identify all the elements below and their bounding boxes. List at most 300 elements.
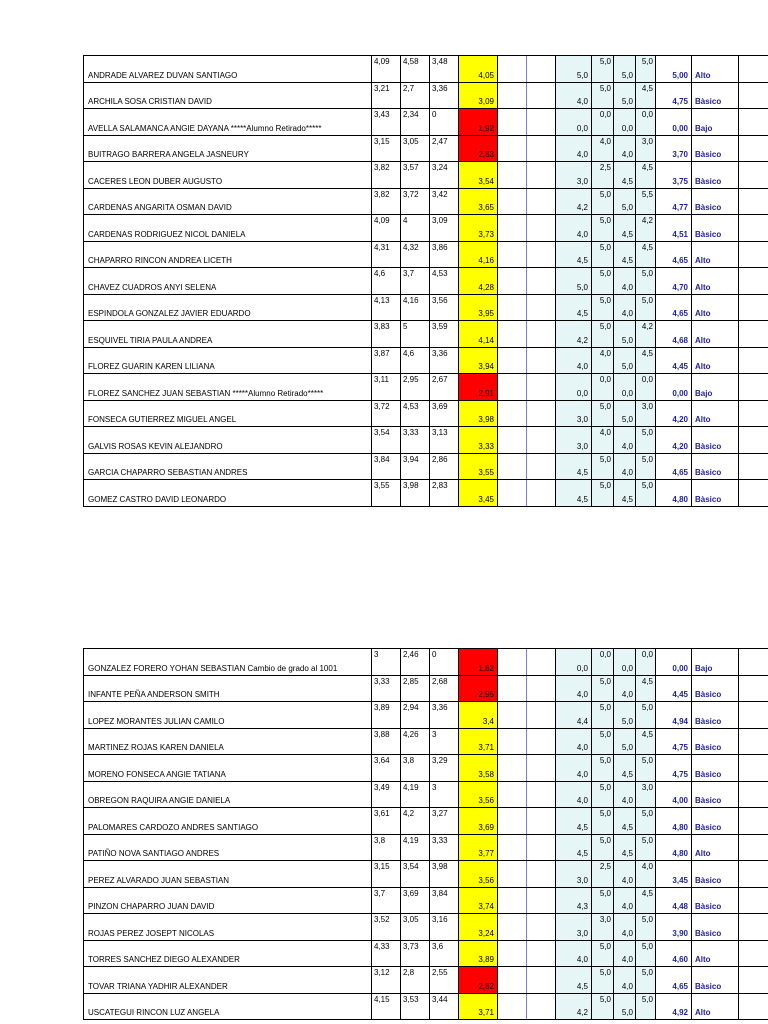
avg-text: 3,4: [482, 716, 494, 726]
empty-cell: [527, 162, 556, 188]
e4-text: 5,0: [641, 428, 653, 437]
avg-text: 3,69: [478, 822, 494, 832]
table-row: [84, 649, 768, 676]
performance-level: [692, 676, 739, 702]
n1-text: 3,52: [374, 915, 390, 924]
final-grade: [656, 321, 692, 347]
n1-text: 4,6: [374, 269, 386, 278]
grade-1: [372, 162, 401, 188]
final-grade: [656, 729, 692, 755]
empty-cell: [498, 242, 527, 268]
grade-3: [430, 242, 459, 268]
e2-text: 0,0: [599, 375, 611, 384]
empty-cell: [498, 808, 527, 834]
final-text: 4,75: [672, 769, 688, 779]
n1-text: 4,13: [374, 295, 390, 305]
grade-3: [430, 676, 459, 702]
student-name: [84, 321, 372, 347]
eval-2: [592, 755, 614, 781]
n1-text: 3,55: [374, 481, 390, 490]
n3-text: 3,42: [432, 189, 448, 199]
name-text: GOMEZ CASTRO DAVID LEONARDO: [88, 494, 227, 504]
eval-4: [636, 189, 656, 215]
name-text: PATIÑO NOVA SANTIAGO ANDRES: [88, 849, 220, 858]
e4-text: 4,5: [641, 888, 653, 898]
e1-text: 4,5: [576, 981, 588, 991]
n3-text: 3: [432, 782, 437, 792]
e4-text: 3,0: [641, 136, 653, 146]
n2-text: 4,53: [403, 401, 419, 411]
avg-text: 3,89: [478, 955, 494, 964]
n1-text: 3,83: [374, 322, 390, 331]
e4-text: 5,0: [641, 968, 653, 977]
e2-text: 5,0: [599, 481, 611, 490]
n2-text: 3,05: [403, 136, 419, 146]
e1-text: 0,0: [576, 388, 588, 398]
empty-cell: [527, 348, 556, 374]
eval-4: [636, 56, 656, 82]
avg-text: 3,73: [478, 229, 494, 239]
empty-cell: [498, 755, 527, 781]
n2-text: 4,19: [403, 835, 419, 845]
n1-text: 3,87: [374, 348, 390, 358]
grade-2: [401, 994, 430, 1020]
performance-level: [692, 888, 739, 914]
table-row: [84, 109, 768, 136]
n3-text: 2,68: [432, 676, 448, 686]
grade-2: [401, 782, 430, 808]
average-cell: [459, 162, 498, 188]
average-cell: [459, 242, 498, 268]
empty-cell: [498, 914, 527, 940]
final-grade: [656, 83, 692, 109]
n1-text: 3,12: [374, 968, 390, 977]
e4-text: 5,0: [641, 454, 653, 464]
grade-3: [430, 782, 459, 808]
name-text: OBREGON RAQUIRA ANGIE DANIELA: [88, 796, 231, 805]
eval-4: [636, 676, 656, 702]
n2-text: 3,05: [403, 915, 419, 924]
eval-3: [614, 162, 636, 188]
e3-text: 4,5: [621, 769, 633, 779]
student-name: [84, 83, 372, 109]
eval-2: [592, 427, 614, 453]
student-name: [84, 941, 372, 967]
grade-2: [401, 480, 430, 506]
name-text: CACERES LEON DUBER AUGUSTO: [88, 176, 223, 186]
e4-text: 4,2: [641, 216, 653, 225]
avg-text: 2,91: [478, 388, 494, 398]
avg-text: 4,14: [478, 335, 494, 345]
perf-text: Bàsico: [695, 981, 722, 991]
eval-4: [636, 401, 656, 427]
eval-2: [592, 374, 614, 400]
e3-text: 4,0: [621, 468, 633, 477]
n3-text: 3,36: [432, 703, 448, 712]
eval-3: [614, 480, 636, 506]
empty-cell: [739, 861, 761, 887]
empty-cell: [498, 835, 527, 861]
e1-text: 4,0: [576, 150, 588, 159]
perf-text: Alto: [695, 362, 711, 371]
n3-text: 3,98: [432, 862, 448, 871]
name-text: GONZALEZ FORERO YOHAN SEBASTIAN Cambio de grado al 1001: [88, 663, 338, 673]
table-row: [84, 967, 768, 994]
grade-3: [430, 702, 459, 728]
name-text: ESQUIVEL TIRIA PAULA ANDREA: [88, 335, 213, 345]
e1-text: 4,2: [576, 203, 588, 212]
eval-2: [592, 649, 614, 675]
e3-text: 5,0: [621, 1008, 633, 1017]
table-row: [84, 835, 768, 862]
empty-cell: [527, 374, 556, 400]
e2-text: 5,0: [599, 295, 611, 305]
table-row: [84, 755, 768, 782]
average-cell: [459, 56, 498, 82]
grade-1: [372, 941, 401, 967]
average-cell: [459, 109, 498, 135]
empty-cell: [527, 994, 556, 1020]
e2-text: 4,0: [599, 348, 611, 358]
avg-text: 3,33: [478, 441, 494, 451]
eval-2: [592, 994, 614, 1020]
grade-3: [430, 729, 459, 755]
average-cell: [459, 782, 498, 808]
student-name: [84, 702, 372, 728]
e4-text: 0,0: [641, 110, 653, 119]
grade-1: [372, 994, 401, 1020]
final-grade: [656, 649, 692, 675]
e2-text: 5,0: [599, 269, 611, 278]
e1-text: 3,0: [576, 875, 588, 885]
perf-text: Bàsico: [695, 716, 722, 726]
e3-text: 4,0: [621, 309, 633, 318]
student-name: [84, 374, 372, 400]
name-text: CARDENAS ANGARITA OSMAN DAVID: [88, 203, 232, 212]
n1-text: 3,7: [374, 888, 386, 898]
n2-text: 2,95: [403, 375, 419, 384]
eval-3: [614, 268, 636, 294]
grade-3: [430, 348, 459, 374]
performance-level: [692, 295, 739, 321]
avg-text: 2,83: [478, 150, 494, 159]
empty-cell: [739, 56, 761, 82]
e4-text: 5,0: [641, 57, 653, 66]
n3-text: 3,56: [432, 295, 448, 305]
n1-text: 4,33: [374, 941, 390, 951]
e1-text: 4,0: [576, 362, 588, 371]
empty-cell: [527, 808, 556, 834]
grade-1: [372, 189, 401, 215]
grade-2: [401, 888, 430, 914]
n2-text: 3,98: [403, 481, 419, 490]
e4-text: 4,5: [641, 163, 653, 172]
average-cell: [459, 861, 498, 887]
eval-4: [636, 374, 656, 400]
grade-2: [401, 967, 430, 993]
eval-1: [556, 295, 592, 321]
table-row: [84, 729, 768, 756]
name-text: GALVIS ROSAS KEVIN ALEJANDRO: [88, 441, 223, 451]
n3-text: 3,84: [432, 888, 448, 898]
final-text: 4,00: [672, 796, 688, 805]
eval-1: [556, 888, 592, 914]
name-text: MARTINEZ ROJAS KAREN DANIELA: [88, 743, 224, 752]
n1-text: 3,8: [374, 835, 386, 845]
average-cell: [459, 83, 498, 109]
grade-1: [372, 348, 401, 374]
final-grade: [656, 861, 692, 887]
performance-level: [692, 755, 739, 781]
final-grade: [656, 136, 692, 162]
grade-2: [401, 454, 430, 480]
avg-text: 3,77: [478, 849, 494, 858]
empty-cell: [498, 888, 527, 914]
n1-text: 3,54: [374, 428, 390, 437]
final-text: 0,00: [672, 663, 688, 673]
eval-4: [636, 994, 656, 1020]
eval-2: [592, 56, 614, 82]
e4-text: 0,0: [641, 375, 653, 384]
grade-1: [372, 295, 401, 321]
empty-cell: [498, 374, 527, 400]
empty-cell: [527, 941, 556, 967]
e4-text: 5,0: [641, 915, 653, 924]
student-name: [84, 755, 372, 781]
eval-2: [592, 914, 614, 940]
student-name: [84, 268, 372, 294]
table-row: [84, 994, 768, 1021]
n1-text: 4,31: [374, 242, 390, 252]
average-cell: [459, 967, 498, 993]
empty-cell: [498, 295, 527, 321]
eval-4: [636, 136, 656, 162]
eval-3: [614, 994, 636, 1020]
e2-text: 5,0: [599, 454, 611, 464]
perf-text: Bàsico: [695, 97, 722, 106]
empty-cell: [527, 268, 556, 294]
average-cell: [459, 729, 498, 755]
grade-1: [372, 427, 401, 453]
perf-text: Bàsico: [695, 176, 722, 186]
perf-text: Alto: [695, 415, 711, 424]
final-text: 4,65: [672, 468, 688, 477]
n3-text: 3,24: [432, 163, 448, 172]
final-grade: [656, 888, 692, 914]
empty-cell: [527, 888, 556, 914]
n1-text: 3: [374, 650, 379, 659]
eval-4: [636, 649, 656, 675]
n2-text: 4,26: [403, 729, 419, 739]
table-row: [84, 56, 768, 83]
eval-4: [636, 83, 656, 109]
e3-text: 5,0: [621, 716, 633, 726]
empty-cell: [739, 295, 761, 321]
grade-3: [430, 109, 459, 135]
e3-text: 4,0: [621, 981, 633, 991]
performance-level: [692, 808, 739, 834]
average-cell: [459, 702, 498, 728]
e1-text: 4,0: [576, 690, 588, 699]
final-grade: [656, 782, 692, 808]
perf-text: Alto: [695, 70, 711, 80]
grade-1: [372, 835, 401, 861]
e1-text: 4,0: [576, 97, 588, 106]
e4-text: 4,5: [641, 348, 653, 358]
empty-cell: [498, 56, 527, 82]
eval-2: [592, 676, 614, 702]
eval-2: [592, 401, 614, 427]
grade-1: [372, 967, 401, 993]
final-text: 3,90: [672, 928, 688, 938]
e2-text: 5,0: [599, 835, 611, 845]
grade-3: [430, 189, 459, 215]
empty-cell: [498, 676, 527, 702]
eval-1: [556, 321, 592, 347]
eval-2: [592, 888, 614, 914]
table-row: [84, 295, 768, 322]
final-grade: [656, 755, 692, 781]
e2-text: 5,0: [599, 676, 611, 686]
n2-text: 4,32: [403, 242, 419, 252]
table-row: [84, 162, 768, 189]
eval-1: [556, 454, 592, 480]
e3-text: 5,0: [621, 203, 633, 212]
e2-text: 4,0: [599, 136, 611, 146]
final-grade: [656, 427, 692, 453]
performance-level: [692, 136, 739, 162]
n3-text: 0: [432, 110, 437, 119]
eval-2: [592, 782, 614, 808]
eval-1: [556, 348, 592, 374]
e1-text: 4,5: [576, 822, 588, 832]
e3-text: 4,5: [621, 256, 633, 265]
avg-text: 3,74: [478, 902, 494, 911]
performance-level: [692, 454, 739, 480]
average-cell: [459, 268, 498, 294]
n2-text: 2,85: [403, 676, 419, 686]
eval-2: [592, 242, 614, 268]
grade-2: [401, 914, 430, 940]
eval-2: [592, 268, 614, 294]
empty-cell: [498, 994, 527, 1020]
eval-4: [636, 914, 656, 940]
student-name: [84, 782, 372, 808]
n3-text: 3,6: [432, 941, 444, 951]
eval-4: [636, 702, 656, 728]
e3-text: 4,0: [621, 902, 633, 911]
n3-text: 3,59: [432, 322, 448, 331]
avg-text: 3,54: [478, 176, 494, 186]
student-name: [84, 914, 372, 940]
n2-text: 4,16: [403, 295, 419, 305]
empty-cell: [498, 480, 527, 506]
empty-cell: [527, 676, 556, 702]
avg-text: 4,28: [478, 282, 494, 292]
grade-2: [401, 676, 430, 702]
grade-1: [372, 242, 401, 268]
table-row: [84, 348, 768, 375]
eval-4: [636, 755, 656, 781]
n1-text: 3,72: [374, 401, 390, 411]
grade-2: [401, 401, 430, 427]
n2-text: 2,46: [403, 650, 419, 659]
average-cell: [459, 136, 498, 162]
empty-cell: [527, 649, 556, 675]
grade-3: [430, 808, 459, 834]
n2-text: 3,53: [403, 994, 419, 1004]
eval-4: [636, 729, 656, 755]
eval-1: [556, 242, 592, 268]
empty-cell: [498, 348, 527, 374]
table-row: [84, 427, 768, 454]
n3-text: 2,86: [432, 454, 448, 464]
name-text: CHAPARRO RINCON ANDREA LICETH: [88, 256, 232, 265]
name-text: INFANTE PEÑA ANDERSON SMITH: [88, 690, 220, 699]
name-text: TOVAR TRIANA YADHIR ALEXANDER: [88, 981, 228, 991]
e1-text: 4,4: [576, 716, 588, 726]
perf-text: Alto: [695, 1008, 711, 1017]
final-grade: [656, 480, 692, 506]
empty-cell: [739, 401, 761, 427]
e3-text: 5,0: [621, 335, 633, 345]
e2-text: 4,0: [599, 428, 611, 437]
n3-text: 3,09: [432, 216, 448, 225]
performance-level: [692, 941, 739, 967]
e2-text: 5,0: [599, 756, 611, 765]
n2-text: 2,94: [403, 703, 419, 712]
final-text: 4,20: [672, 415, 688, 424]
grade-2: [401, 755, 430, 781]
final-text: 3,75: [672, 176, 688, 186]
empty-cell: [527, 321, 556, 347]
empty-cell: [739, 321, 761, 347]
eval-4: [636, 835, 656, 861]
e2-text: 0,0: [599, 650, 611, 659]
eval-3: [614, 914, 636, 940]
average-cell: [459, 808, 498, 834]
empty-cell: [527, 755, 556, 781]
perf-text: Bàsico: [695, 875, 722, 885]
eval-1: [556, 808, 592, 834]
eval-4: [636, 162, 656, 188]
perf-text: Alto: [695, 955, 711, 964]
grade-3: [430, 967, 459, 993]
final-grade: [656, 994, 692, 1020]
eval-4: [636, 268, 656, 294]
n1-text: 3,43: [374, 110, 390, 119]
name-text: BUITRAGO BARRERA ANGELA JASNEURY: [88, 150, 249, 159]
empty-cell: [498, 649, 527, 675]
table-row: [84, 941, 768, 968]
grade-3: [430, 268, 459, 294]
empty-cell: [739, 83, 761, 109]
eval-1: [556, 401, 592, 427]
empty-cell: [498, 729, 527, 755]
performance-level: [692, 242, 739, 268]
eval-3: [614, 215, 636, 241]
empty-cell: [527, 480, 556, 506]
n3-text: 3,86: [432, 242, 448, 252]
eval-2: [592, 861, 614, 887]
grade-2: [401, 136, 430, 162]
e1-text: 3,0: [576, 928, 588, 938]
e1-text: 4,5: [576, 849, 588, 858]
e3-text: 0,0: [621, 663, 633, 673]
empty-cell: [527, 242, 556, 268]
avg-text: 1,82: [478, 663, 494, 673]
table-row: [84, 83, 768, 110]
